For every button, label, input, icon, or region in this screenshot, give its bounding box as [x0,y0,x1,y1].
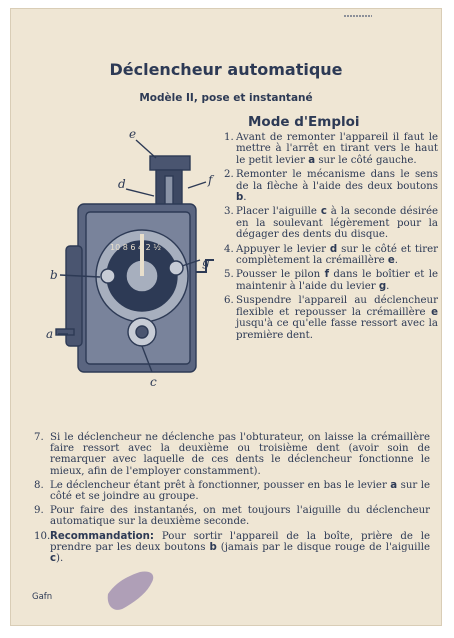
instruction-item-1: 1. Avant de remonter l'appareil il faut le mettre à l'arrêt en tirant vers le haut le petit levier a sur le côté gauche. [224,132,438,166]
stamp-mark [344,15,372,17]
diagram-label-a: a [46,327,54,341]
diagram-label-f: f [208,173,213,187]
diagram-label-e: e [129,127,137,141]
diagram-label-g: g [202,255,210,269]
instruction-item-2: 2. Remonter le mécanisme dans le sens de la flèche à l'aide des deux boutons b. [224,169,438,204]
instructions-bottom-section [34,432,430,567]
footer-mark: Gafn [32,592,53,602]
instruction-item-7: 7. Si le déclencheur ne déclenche pas l'obturateur, on laisse la crémaillère faire ressort avec la deuxième ou troisième dent (avoir soin de remarquer avec laquelle de ces dents le déclencheur fonctionne le mieux, afin de l'employer constamment). [34,432,430,477]
instructions-right-column [224,132,438,344]
instruction-item-5: 5. Pousser le pilon f dans le boîtier et le maintenir à l'aide du levier g. [224,269,438,292]
diagram-label-b: b [50,268,58,282]
instruction-item-4: 4. Appuyer le levier d sur le côté et tirer complètement la crémaillère e. [224,243,439,267]
page-subtitle: Modèle II, pose et instantané [139,92,313,104]
diagram-label-d: d [118,177,126,191]
dial-numbers: 10 8 6 4 2 ½ [110,243,162,252]
page-title: Déclencheur automatique [109,60,343,79]
ink-stain [102,564,160,616]
instruction-item-8: 8. Le déclencheur étant prêt à fonctionner, pousser en bas le levier a sur le côté et se joindre au groupe. [34,479,430,503]
instruction-item-10: 10. Recommandation: Pour sortir l'appareil de la boîte, prière de le prendre par les deux boutons b (jamais par le disque rouge de l'aiguille c). [34,530,430,565]
instruction-sheet [10,8,442,626]
timer-diagram [38,126,228,396]
instruction-item-3: 3. Placer l'aiguille c à la seconde désirée en la soulevant légèrement pour la dégager des dents du disque. [224,206,439,241]
section-heading: Mode d'Emploi [248,114,360,130]
instruction-item-9: 9. Pour faire des instantanés, on met toujours l'aiguille du déclencheur automatique sur la deuxième seconde. [34,505,430,528]
diagram-label-c: c [150,375,157,389]
instruction-item-6: 6. Suspendre l'appareil au déclencheur flexible et repousser la crémaillère e jusqu'à ce qu'elle fasse ressort avec la première dent. [224,295,438,341]
